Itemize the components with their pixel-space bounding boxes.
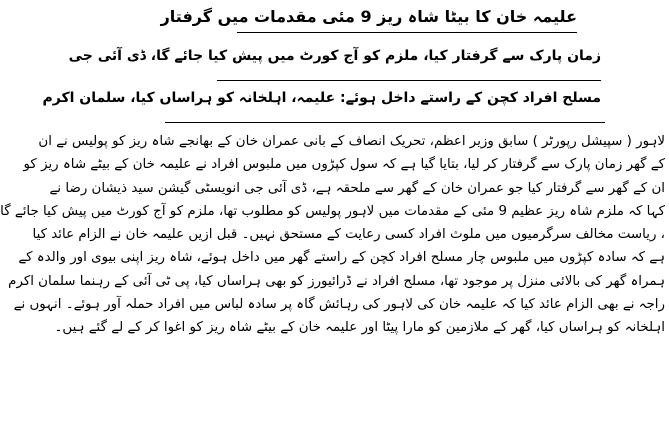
body-line: ، ریاست مخالف سرگرمیوں میں ملوث افراد کسی رعایت کے مستحق نہیں۔ قبل ازیں علیمہ خان نے الزام عائد کیا	[32, 227, 665, 243]
body-line: راجہ نے بھی الزام عائد کیا کہ علیمہ خان کی لاہور کی رہائش گاہ پر سادہ لباس میں افراد حملہ آور ہوئے۔ انہوں نے	[13, 297, 665, 313]
body-line: ہمراہ گھر کی بالائی منزل پر موجود تھا، مسلح افراد نے ڈرائیورز کو بھی ہراساں کیا، پی ٹی آئی کے رہنما سلمان اکرم	[8, 273, 665, 289]
body-line: ان کے گھر سے گرفتار کیا جو عمران خان کے گھر سے ملحقہ ہے، ڈی آئی جی انویسٹی گیشن سید ذیشان رضا نے	[49, 180, 665, 196]
body-line: ہے کہ سادہ کپڑوں میں ملبوس چار مسلح افراد کچن کے راستے گھر میں داخل ہوئے، شاہ ریز اپنی بیوی اور والدہ کے	[18, 250, 665, 266]
article-body	[0, 130, 665, 340]
subheadline-2: مسلح افراد کچن کے راستے داخل ہوئے: علیمہ، اہلخانہ کو ہراساں کیا، سلمان اکرم	[42, 90, 601, 106]
subheadline-divider	[217, 80, 601, 81]
headline: علیمہ خان کا بیٹا شاہ ریز 9 مئی مقدمات میں گرفتار	[237, 4, 577, 33]
body-divider	[165, 122, 605, 123]
body-line: لاہور ( سپیشل رپورٹر ) سابق وزیر اعظم، تحریک انصاف کے بانی عمران خان کے بھانجے شاہ ریز کو پولیس نے ان	[38, 134, 665, 149]
subheadline-1: زمان پارک سے گرفتار کیا، ملزم کو آج کورٹ میں پیش کیا جائے گا، ڈی آئی جی	[68, 48, 601, 64]
body-line: کے گھر زمان پارک سے گرفتار کر لیا، بتایا گیا ہے کہ سول کپڑوں میں ملبوس افراد نے علیمہ خان کے بیٹے شاہ ریز کو	[23, 157, 665, 173]
body-line: اہلخانہ کو ہراساں کیا، گھر کے ملازمین کو مارا پیٹا اور علیمہ خان کے بیٹے شاہ ریز کو اغوا کر کے لے گئے ہیں۔	[54, 320, 665, 336]
body-line: کہا کہ ملزم شاہ ریز عظیم 9 مئی کے مقدمات میں لاہور پولیس کو مطلوب تھا، ملزم کو آج کورٹ میں پیش کیا جائے گا	[0, 203, 665, 219]
